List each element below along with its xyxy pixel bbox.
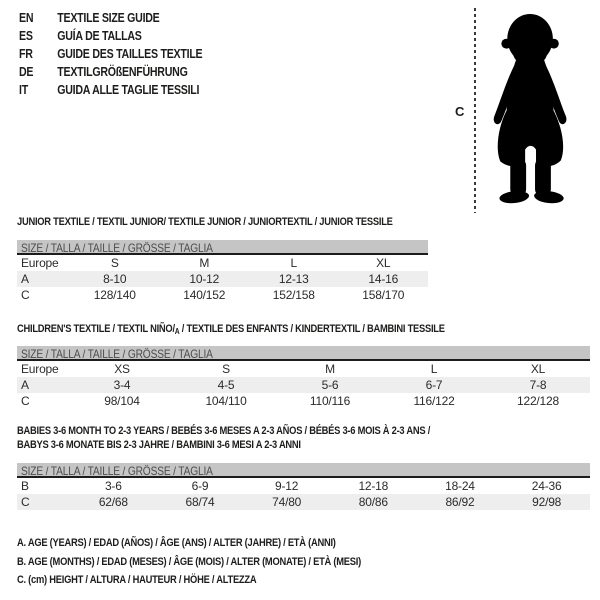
language-row bbox=[19, 9, 202, 27]
height-measure-label: C bbox=[455, 104, 465, 119]
table-cell: 14-16 bbox=[368, 272, 399, 286]
row-label: A bbox=[21, 378, 29, 392]
height-cm-row bbox=[17, 494, 590, 510]
age-years-row bbox=[17, 377, 590, 393]
babies-size-table bbox=[17, 478, 590, 510]
children-title-subscript: A bbox=[174, 327, 180, 336]
table-cell: 158/170 bbox=[362, 288, 405, 302]
language-code: FR bbox=[19, 47, 33, 61]
age-years-row bbox=[17, 271, 428, 287]
table-cell: 86/92 bbox=[445, 495, 475, 509]
table-cell: 24-36 bbox=[531, 479, 562, 493]
measure-legend bbox=[17, 534, 361, 590]
language-label: GUIDA ALLE TAGLIE TESSILI bbox=[57, 83, 200, 97]
row-label: Europe bbox=[21, 256, 59, 270]
size-header-label: SIZE / TALLA / TAILLE / GRÖSSE / TAGLIA bbox=[21, 464, 213, 478]
size-header-label: SIZE / TALLA / TAILLE / GRÖSSE / TAGLIA bbox=[21, 241, 213, 255]
size-column-header: XL bbox=[376, 256, 391, 270]
children-table-title bbox=[17, 323, 504, 336]
table-cell: 18-24 bbox=[445, 479, 475, 493]
table-cell: 6-7 bbox=[425, 378, 443, 392]
size-column-header: S bbox=[110, 256, 119, 270]
table-cell: 98/104 bbox=[104, 394, 140, 408]
baby-silhouette bbox=[483, 10, 593, 208]
table-cell: 10-12 bbox=[189, 272, 220, 286]
babies-textile-section bbox=[17, 424, 590, 510]
table-cell: 12-18 bbox=[358, 479, 389, 493]
size-header-bar bbox=[17, 240, 428, 255]
table-cell: 68/74 bbox=[185, 495, 215, 509]
table-cell: 8-10 bbox=[103, 272, 127, 286]
table-cell: 7-8 bbox=[529, 378, 547, 392]
language-code: EN bbox=[19, 11, 34, 25]
table-cell: 9-12 bbox=[275, 479, 299, 493]
junior-size-table bbox=[17, 255, 428, 303]
children-title-text: / TEXTILE DES ENFANTS / KINDERTEXTIL / BAMBINI TESSILE bbox=[179, 323, 445, 335]
legend-line-a: A. AGE (YEARS) / EDAD (AÑOS) / ÂGE (ANS) / ALTER (JAHRE) / ETÀ (ANNI) bbox=[17, 537, 336, 549]
table-cell: 3-6 bbox=[104, 479, 122, 493]
table-cell: 5-6 bbox=[321, 378, 339, 392]
junior-textile-section bbox=[17, 216, 428, 303]
table-cell: 122/128 bbox=[517, 394, 559, 408]
table-cell: 4-5 bbox=[217, 378, 235, 392]
size-header-row bbox=[17, 361, 590, 377]
language-label: TEXTILE SIZE GUIDE bbox=[57, 11, 160, 25]
language-row bbox=[19, 27, 202, 45]
language-row bbox=[19, 45, 202, 63]
table-cell: 80/86 bbox=[358, 495, 388, 509]
size-column-header: L bbox=[430, 362, 438, 376]
size-column-header: L bbox=[290, 256, 297, 270]
table-cell: 12-13 bbox=[278, 272, 309, 286]
language-code: DE bbox=[19, 65, 34, 79]
row-label: C bbox=[21, 394, 30, 408]
table-cell: 74/80 bbox=[272, 495, 302, 509]
language-label: GUIDE DES TAILLES TEXTILE bbox=[57, 47, 203, 61]
height-cm-row bbox=[17, 287, 428, 303]
children-title-text: CHILDREN'S TEXTILE / TEXTIL NIÑO/ bbox=[17, 323, 175, 335]
age-months-row bbox=[17, 478, 590, 494]
language-code: ES bbox=[19, 29, 33, 43]
size-column-header: XS bbox=[114, 362, 130, 376]
language-row bbox=[19, 63, 202, 81]
language-list bbox=[19, 9, 202, 99]
table-cell: 110/116 bbox=[309, 394, 351, 408]
babies-table-title-line2: BABYS 3-6 MONATE BIS 2-3 JAHRE / BAMBINI 3-6 MESI A 2-3 ANNI bbox=[17, 439, 301, 451]
junior-table-title: JUNIOR TEXTILE / TEXTIL JUNIOR/ TEXTILE JUNIOR / JUNIORTEXTIL / JUNIOR TESSILE bbox=[17, 216, 393, 228]
legend-line-b: B. AGE (MONTHS) / EDAD (MESES) / ÂGE (MOIS) / ALTER (MONATE) / ETÀ (MESI) bbox=[17, 555, 361, 568]
size-header-bar bbox=[17, 463, 590, 478]
table-cell: 6-9 bbox=[191, 479, 209, 493]
size-header-label: SIZE / TALLA / TAILLE / GRÖSSE / TAGLIA bbox=[21, 347, 213, 361]
row-label: B bbox=[21, 479, 29, 493]
size-column-header: M bbox=[199, 256, 210, 270]
table-cell: 62/68 bbox=[98, 495, 128, 509]
language-label: GUÍA DE TALLAS bbox=[57, 29, 142, 43]
children-textile-section bbox=[17, 323, 590, 409]
table-cell: 140/152 bbox=[183, 288, 226, 302]
size-column-header: M bbox=[325, 362, 335, 376]
language-code: IT bbox=[19, 83, 28, 97]
row-label: C bbox=[21, 495, 30, 509]
legend-line-c: C. (cm) HEIGHT / ALTURA / HAUTEUR / HÖHE / ALTEZZA bbox=[17, 574, 257, 586]
children-size-table bbox=[17, 361, 590, 409]
row-label: A bbox=[21, 272, 29, 286]
language-row bbox=[19, 81, 202, 99]
table-cell: 128/140 bbox=[93, 288, 136, 302]
size-column-header: S bbox=[222, 362, 230, 376]
height-cm-row bbox=[17, 393, 590, 409]
size-header-row bbox=[17, 255, 428, 271]
height-measure-dotted-line bbox=[474, 8, 476, 213]
table-cell: 92/98 bbox=[532, 495, 562, 509]
table-cell: 152/158 bbox=[272, 288, 315, 302]
table-cell: 104/110 bbox=[205, 394, 247, 408]
size-column-header: XL bbox=[530, 362, 546, 376]
row-label: Europe bbox=[21, 362, 59, 376]
babies-table-title-line1: BABIES 3-6 MONTH TO 2-3 YEARS / BEBÉS 3-6 MESES A 2-3 AÑOS / BÉBÉS 3-6 MOIS À 2-3 ANS / bbox=[17, 425, 431, 437]
language-label: TEXTILGRÖßENFÜHRUNG bbox=[57, 65, 188, 79]
table-cell: 116/122 bbox=[413, 394, 455, 408]
row-label: C bbox=[21, 288, 30, 302]
table-cell: 3-4 bbox=[113, 378, 131, 392]
size-header-bar bbox=[17, 346, 590, 361]
